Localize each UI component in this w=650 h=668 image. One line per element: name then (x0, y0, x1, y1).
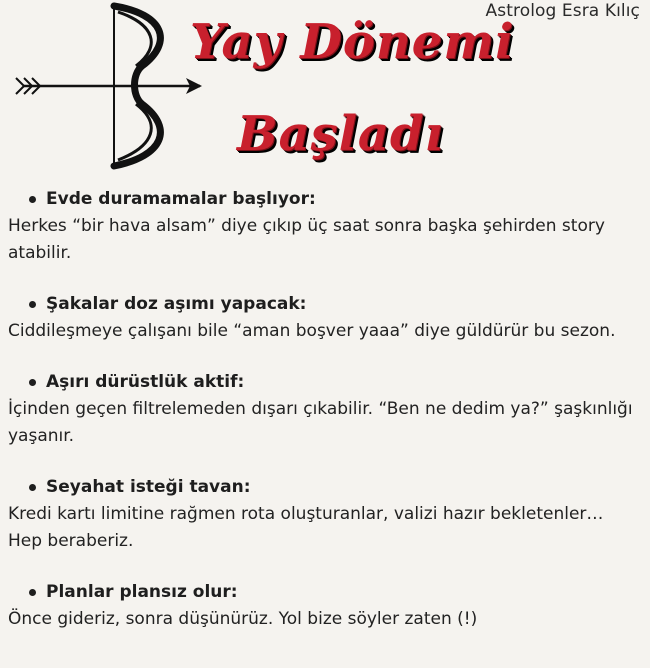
item-heading-text: Planlar plansız olur: (46, 582, 238, 602)
item-text: İçinden geçen filtrelemeden dışarı çıkabilir. “Ben ne dedim ya?” şaşkınlığı yaşanır. (8, 399, 633, 446)
item-heading-text: Evde duramamalar başlıyor: (46, 189, 316, 209)
list-item (8, 579, 638, 633)
item-heading (8, 186, 638, 212)
list-item (8, 186, 638, 267)
item-heading (8, 474, 638, 500)
item-heading (8, 291, 638, 317)
trait-list (8, 186, 638, 657)
item-text: Herkes “bir hava alsam” diye çıkıp üç saat sonra başka şehirden story atabilir. (8, 216, 605, 263)
list-item (8, 291, 638, 345)
item-heading-text: Şakalar doz aşımı yapacak: (46, 294, 307, 314)
item-text: Kredi kartı limitine rağmen rota oluşturanlar, valizi hazır bekletenler… Hep beraberiz. (8, 504, 604, 551)
item-heading (8, 369, 638, 395)
bullet-icon (29, 484, 36, 491)
item-text: Ciddileşmeye çalışanı bile “aman boşver yaaa” diye güldürür bu sezon. (8, 321, 616, 341)
item-heading-text: Seyahat isteği tavan: (46, 477, 251, 497)
item-heading (8, 579, 638, 605)
bullet-icon (29, 379, 36, 386)
list-item (8, 369, 638, 450)
item-text: Önce gideriz, sonra düşünürüz. Yol bize söyler zaten (!) (8, 609, 478, 629)
title-line-1: Yay Dönemi (190, 14, 515, 70)
author-name: Astrolog Esra Kılıç (485, 1, 640, 21)
bullet-icon (29, 301, 36, 308)
item-heading-text: Aşırı dürüstlük aktif: (46, 372, 245, 392)
bullet-icon (29, 589, 36, 596)
title-line-2: Başladı (237, 106, 444, 162)
bullet-icon (29, 196, 36, 203)
list-item (8, 474, 638, 555)
bow-and-arrow-icon (14, 0, 214, 170)
